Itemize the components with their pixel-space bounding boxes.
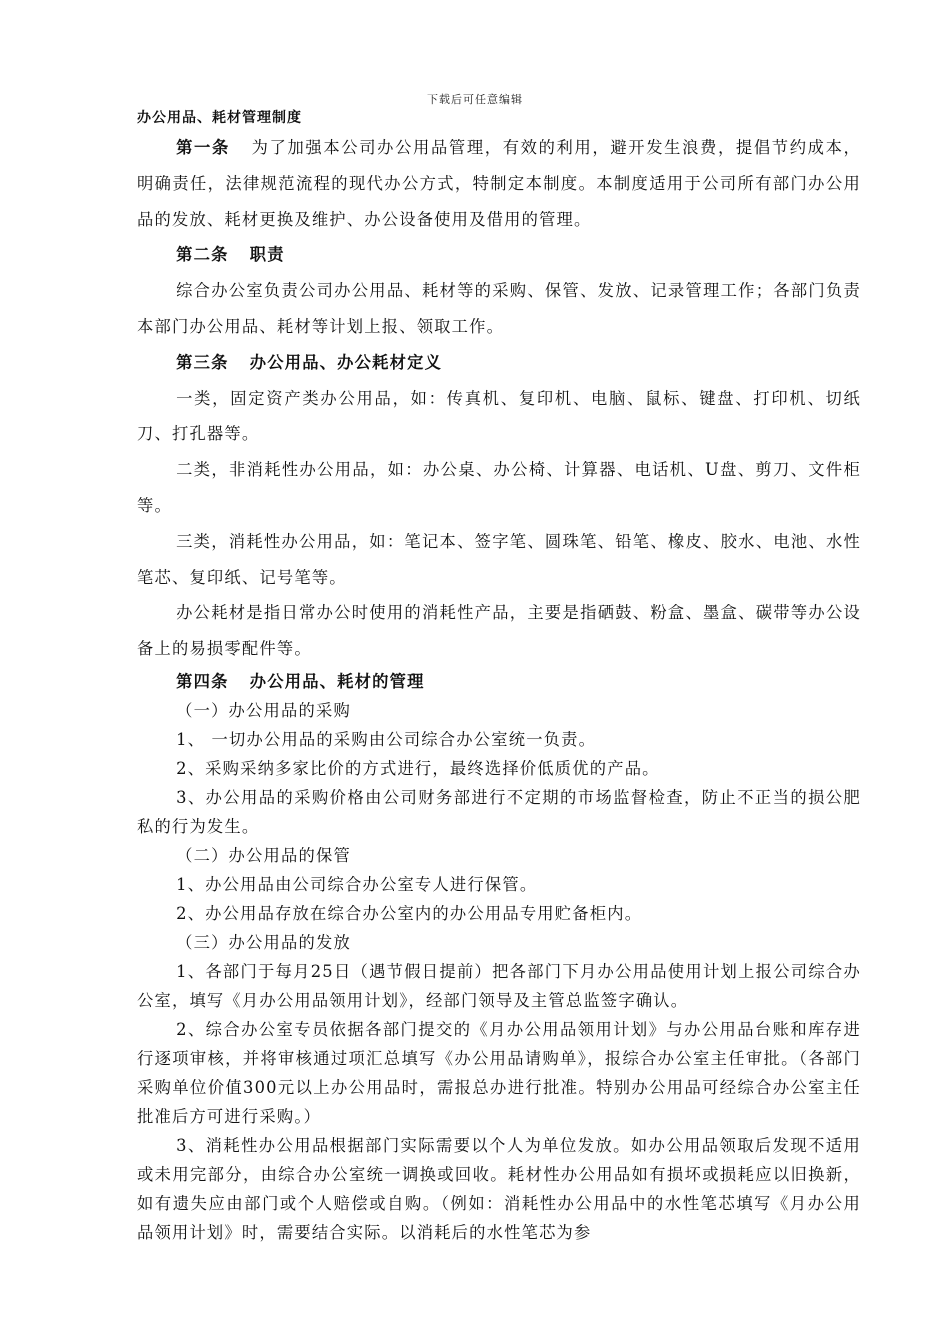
article-4-title: 办公用品、耗材的管理: [249, 671, 425, 691]
purchase-item: 1、 一切办公用品的采购由公司综合办公室统一负责。: [176, 729, 597, 749]
article-2-label: 第二条: [176, 245, 229, 265]
download-note: 下载后可任意编辑: [427, 93, 523, 106]
article-2-title: 职责: [249, 245, 285, 265]
storage-item: 1、办公用品由公司综合办公室专人进行保管。: [176, 874, 538, 894]
distribution-item: 1、各部门于每月25日（遇节假日提前）把各部门下月办公用品使用计划上报公司综合办公室，填写《月办公用品领用计划》，经部门领导及主管总监签字确认。: [137, 961, 861, 1010]
document-body: [137, 130, 861, 1247]
storage-item: 2、办公用品存放在综合办公室内的办公用品专用贮备柜内。: [176, 903, 643, 923]
article-3-item: 办公耗材是指日常办公时使用的消耗性产品，主要是指硒鼓、粉盒、墨盒、碳带等办公设备上的易损零配件等。: [137, 603, 861, 659]
article-1-label: 第一条: [176, 138, 230, 157]
article-2-heading: [137, 237, 861, 273]
distribution-item: 2、综合办公室专员依据各部门提交的《月办公用品领用计划》与办公用品台账和库存进行逐项审核，并将审核通过项汇总填写《办公用品请购单》，报综合办公室主任审批。（各部门采购单位价值300元以上办公用品时，需报总办进行批准。特别办公用品可经综合办公室主任批准后方可进行采购。）: [137, 1019, 861, 1126]
document-title: 办公用品、耗材管理制度: [137, 110, 302, 126]
section-heading-purchase: （一）办公用品的采购: [176, 700, 351, 720]
article-3-title: 办公用品、办公耗材定义: [249, 352, 443, 372]
article-3-heading: [137, 345, 861, 381]
section-heading-storage: （二）办公用品的保管: [176, 845, 351, 865]
article-4-heading: [137, 667, 861, 696]
article-3-label: 第三条: [176, 352, 229, 372]
purchase-item: 2、采购采纳多家比价的方式进行，最终选择价低质优的产品。: [176, 758, 660, 778]
article-3-item: 二类，非消耗性办公用品，如：办公桌、办公椅、计算器、电话机、U盘、剪刀、文件柜等。: [137, 460, 861, 515]
section-heading-distribution: （三）办公用品的发放: [176, 932, 351, 952]
article-2-text: 综合办公室负责公司办公用品、耗材等的采购、保管、发放、记录管理工作；各部门负责本部门办公用品、耗材等计划上报、领取工作。: [137, 281, 861, 336]
article-3-item: 三类，消耗性办公用品，如：笔记本、签字笔、圆珠笔、铅笔、橡皮、胶水、电池、水性笔芯、复印纸、记号笔等。: [137, 531, 861, 587]
article-4-label: 第四条: [176, 671, 229, 691]
article-1-text: 为了加强本公司办公用品管理，有效的利用，避开发生浪费，提倡节约成本，明确责任，法律规范流程的现代办公方式，特制定本制度。本制度适用于公司所有部门办公用品的发放、耗材更换及维护、办公设备使用及借用的管理。: [137, 138, 861, 229]
purchase-item: 3、办公用品的采购价格由公司财务部进行不定期的市场监督检查，防止不正当的损公肥私的行为发生。: [137, 787, 861, 836]
distribution-item: 3、消耗性办公用品根据部门实际需要以个人为单位发放。如办公用品领取后发现不适用或未用完部分，由综合办公室统一调换或回收。耗材性办公用品如有损坏或损耗应以旧换新，如有遗失应由部门或个人赔偿或自购。（例如：消耗性办公用品中的水性笔芯填写《月办公用品领用计划》时，需要结合实际。以消耗后的水性笔芯为参: [137, 1135, 861, 1242]
article-1: [137, 130, 861, 237]
article-3-item: 一类，固定资产类办公用品，如：传真机、复印机、电脑、鼠标、键盘、打印机、切纸刀、打孔器等。: [137, 388, 861, 444]
